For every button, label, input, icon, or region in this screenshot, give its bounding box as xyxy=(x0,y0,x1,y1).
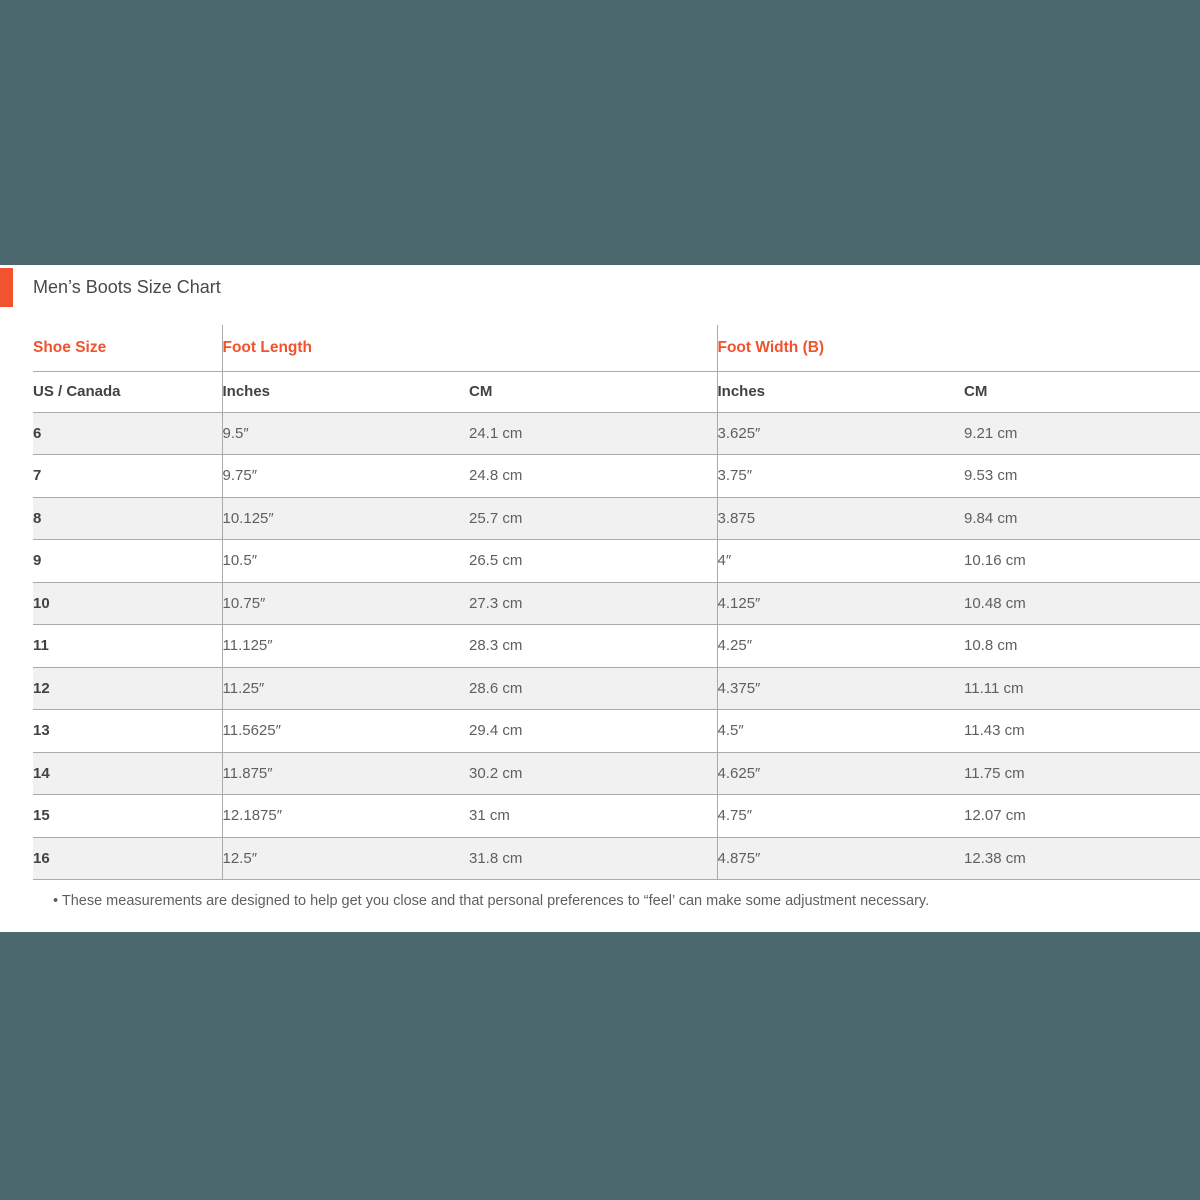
size-chart-table xyxy=(33,325,1200,880)
accent-bar xyxy=(0,268,13,307)
table-row xyxy=(33,752,1200,795)
cell-foot-width-cm: 10.16 cm xyxy=(964,540,1200,583)
table-row xyxy=(33,795,1200,838)
table-row xyxy=(33,540,1200,583)
cell-foot-length-cm: 25.7 cm xyxy=(469,497,717,540)
cell-foot-length-inches: 10.75″ xyxy=(222,582,469,625)
cell-foot-length-cm: 24.1 cm xyxy=(469,412,717,455)
size-chart-panel xyxy=(0,265,1200,932)
cell-foot-length-cm: 29.4 cm xyxy=(469,710,717,753)
cell-foot-length-inches: 9.75″ xyxy=(222,455,469,498)
cell-foot-width-cm: 11.75 cm xyxy=(964,752,1200,795)
table-row xyxy=(33,625,1200,668)
cell-shoe-size: 9 xyxy=(33,540,222,583)
cell-foot-length-cm: 28.6 cm xyxy=(469,667,717,710)
cell-foot-width-cm: 11.11 cm xyxy=(964,667,1200,710)
cell-foot-length-inches: 12.5″ xyxy=(222,837,469,880)
page-title: Men’s Boots Size Chart xyxy=(33,277,221,297)
cell-foot-length-inches: 12.1875″ xyxy=(222,795,469,838)
cell-foot-width-inches: 4.5″ xyxy=(717,710,964,753)
table-row xyxy=(33,667,1200,710)
cell-foot-length-cm: 30.2 cm xyxy=(469,752,717,795)
cell-foot-width-inches: 4″ xyxy=(717,540,964,583)
subheader-length-inches: Inches xyxy=(222,371,469,412)
column-group-shoe-size: Shoe Size xyxy=(33,325,222,371)
cell-shoe-size: 14 xyxy=(33,752,222,795)
cell-foot-width-cm: 12.07 cm xyxy=(964,795,1200,838)
cell-foot-length-cm: 31 cm xyxy=(469,795,717,838)
cell-foot-length-cm: 27.3 cm xyxy=(469,582,717,625)
cell-shoe-size: 13 xyxy=(33,710,222,753)
cell-foot-length-cm: 26.5 cm xyxy=(469,540,717,583)
cell-foot-width-inches: 4.375″ xyxy=(717,667,964,710)
subheader-length-cm: CM xyxy=(469,371,717,412)
column-group-foot-length: Foot Length xyxy=(222,325,717,371)
cell-foot-width-cm: 12.38 cm xyxy=(964,837,1200,880)
cell-foot-width-cm: 10.8 cm xyxy=(964,625,1200,668)
table-row xyxy=(33,710,1200,753)
cell-foot-width-inches: 4.875″ xyxy=(717,837,964,880)
cell-foot-length-inches: 11.5625″ xyxy=(222,710,469,753)
cell-shoe-size: 10 xyxy=(33,582,222,625)
cell-foot-length-cm: 31.8 cm xyxy=(469,837,717,880)
cell-foot-width-inches: 4.75″ xyxy=(717,795,964,838)
size-chart-rows xyxy=(33,412,1200,880)
table-row xyxy=(33,837,1200,880)
cell-foot-length-inches: 10.125″ xyxy=(222,497,469,540)
cell-shoe-size: 8 xyxy=(33,497,222,540)
cell-foot-width-cm: 9.53 cm xyxy=(964,455,1200,498)
table-row xyxy=(33,412,1200,455)
cell-shoe-size: 16 xyxy=(33,837,222,880)
table-row xyxy=(33,497,1200,540)
cell-foot-width-inches: 3.625″ xyxy=(717,412,964,455)
footnote: • These measurements are designed to help get you close and that personal preferences to “feel’ can make some adjustment necessary. xyxy=(53,893,930,909)
column-group-header-row xyxy=(33,325,1200,371)
cell-foot-length-inches: 9.5″ xyxy=(222,412,469,455)
cell-foot-length-inches: 11.875″ xyxy=(222,752,469,795)
cell-foot-length-inches: 11.125″ xyxy=(222,625,469,668)
cell-foot-width-inches: 3.875 xyxy=(717,497,964,540)
cell-foot-length-cm: 24.8 cm xyxy=(469,455,717,498)
subheader-width-cm: CM xyxy=(964,371,1200,412)
cell-shoe-size: 6 xyxy=(33,412,222,455)
size-chart-table-wrap xyxy=(33,325,1200,880)
cell-shoe-size: 11 xyxy=(33,625,222,668)
cell-foot-width-inches: 4.125″ xyxy=(717,582,964,625)
cell-foot-width-cm: 9.84 cm xyxy=(964,497,1200,540)
cell-foot-length-inches: 10.5″ xyxy=(222,540,469,583)
column-group-foot-width: Foot Width (B) xyxy=(717,325,1200,371)
cell-foot-width-cm: 10.48 cm xyxy=(964,582,1200,625)
cell-shoe-size: 15 xyxy=(33,795,222,838)
cell-foot-width-inches: 4.25″ xyxy=(717,625,964,668)
cell-foot-length-cm: 28.3 cm xyxy=(469,625,717,668)
subheader-width-inches: Inches xyxy=(717,371,964,412)
sub-header-row xyxy=(33,371,1200,412)
table-row xyxy=(33,582,1200,625)
cell-foot-width-cm: 11.43 cm xyxy=(964,710,1200,753)
cell-foot-width-inches: 3.75″ xyxy=(717,455,964,498)
table-row xyxy=(33,455,1200,498)
cell-shoe-size: 7 xyxy=(33,455,222,498)
cell-foot-width-inches: 4.625″ xyxy=(717,752,964,795)
cell-foot-length-inches: 11.25″ xyxy=(222,667,469,710)
cell-foot-width-cm: 9.21 cm xyxy=(964,412,1200,455)
cell-shoe-size: 12 xyxy=(33,667,222,710)
subheader-us-canada: US / Canada xyxy=(33,371,222,412)
